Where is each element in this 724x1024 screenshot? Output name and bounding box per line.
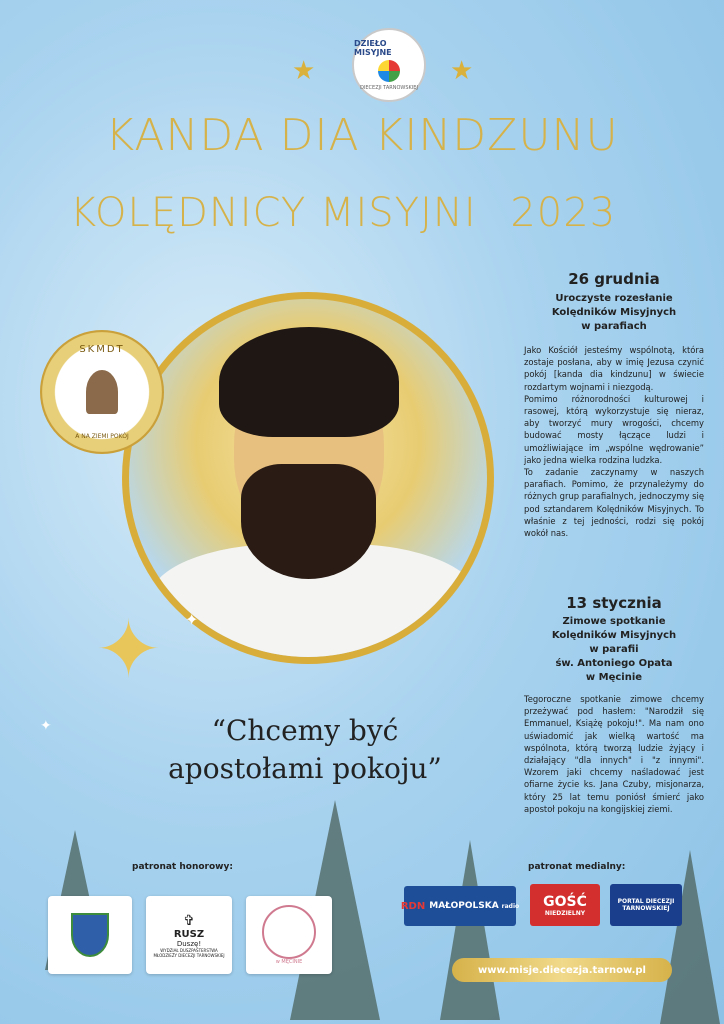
- radio-tag: radio: [501, 902, 520, 910]
- event1-date: 26 grudnia: [568, 270, 660, 288]
- event2-paragraph: Tegoroczne spotkanie zimowe chcemy przeżywać pod hasłem: "Narodził się Emmanuel, Książę pokoju!". Ma nam ono uświadomić jak wielką wartość ma wspólnota, którą tworzą ludzie żyjący i działający "dla innych" i "z innymi". Wzorem jaki chcemy naśladować jest ofiarne życie ks. Jana Czuby, misjonarza, który 25 lat temu poniósł śmierć jako apostoł pokoju na kongijskiej ziemi.: [524, 694, 704, 814]
- event2-sub1: Zimowe spotkanie: [562, 616, 666, 627]
- parish-seal-card: [246, 896, 332, 974]
- coat-of-arms-icon: [71, 913, 109, 957]
- rusz-dusze-card: [146, 896, 232, 974]
- madonna-icon: [86, 370, 118, 414]
- event1-sub1: Uroczyste rozesłanie: [555, 293, 673, 304]
- sparkle-small-icon: ✦: [40, 718, 52, 734]
- bishop-coat-of-arms-card: [48, 896, 132, 974]
- medal-top-text: SKMDT: [79, 344, 125, 355]
- event-26-december: [524, 270, 704, 539]
- dzielo-misyjne-logo: [352, 28, 426, 102]
- subtitle: [70, 190, 616, 236]
- media-patronage-label: patronat medialny:: [528, 862, 626, 872]
- parish-caption: w MĘCINIE: [275, 959, 303, 965]
- event2-sub4: św. Antoniego Opata: [555, 658, 673, 669]
- medal-bottom-text: A NA ZIEMI POKÓJ: [75, 433, 129, 440]
- portal-text: PORTAL DIECEZJI TARNOWSKIEJ: [617, 898, 675, 912]
- logo-text-bottom: DIECEZJI TARNOWSKIEJ: [360, 85, 418, 91]
- year: 2023: [510, 190, 617, 236]
- radio-rdn-logo: [400, 886, 520, 926]
- event1-paragraph2: Pomimo różnorodności kulturowej i rasowej, którą wykorzystuje się nieraz, aby tworzyć mury wrogości, chcemy budować mosty łączące ludzi i umożliwiające im „wspólne wędrowanie” jako jedna wielka rodzina ludzka.: [524, 393, 704, 465]
- portrait-hair: [219, 327, 399, 437]
- portal-diecezji-logo: [610, 884, 682, 926]
- quote: [110, 712, 500, 788]
- event1-paragraph3: To zadanie zaczynamy w naszych parafiach. Pomimo, że przynależymy do różnych grup parafialnych, jednoczymy się pod sztandarem Kolędników Misyjnych. To właśnie z tej jedności, rodzi się pokój wokół nas.: [524, 467, 704, 539]
- sparkle-icon: ✦: [95, 603, 163, 696]
- star-icon: ★: [450, 56, 474, 86]
- event2-sub5: w Męcinie: [585, 672, 643, 683]
- quote-line2: apostołami pokoju”: [168, 752, 442, 785]
- portrait-beard: [241, 464, 376, 579]
- rusz-text: RUSZ: [173, 928, 205, 940]
- radio-name: MAŁOPOLSKA: [429, 901, 499, 911]
- gosc-text: GOŚĆ: [543, 893, 587, 910]
- event2-date: 13 stycznia: [566, 594, 662, 612]
- honorary-patronage-label: patronat honorowy:: [132, 862, 233, 872]
- tree-decoration: [660, 850, 720, 1024]
- quote-line1: “Chcemy być: [211, 714, 399, 747]
- tree-decoration: [440, 840, 500, 1020]
- rusz-sub: Duszę!: [176, 939, 202, 948]
- globe-icon: [378, 60, 400, 82]
- event1-sub3: w parafiach: [581, 321, 647, 332]
- event1-sub2: Kolędników Misyjnych: [551, 307, 677, 318]
- event2-sub3: w parafii: [589, 644, 639, 655]
- event-13-january: [524, 594, 704, 815]
- rusz-icon: ✞: [183, 912, 195, 929]
- subtitle-text: KOLĘDNICY MISYJNI: [70, 190, 477, 236]
- logo-text-top: DZIEŁO MISYJNE: [354, 39, 392, 57]
- gosc-sub: NIEDZIELNY: [544, 909, 586, 917]
- event2-sub2: Kolędników Misyjnych: [551, 630, 677, 641]
- main-title: KANDA DIA KINDZUNU: [105, 110, 619, 161]
- gosc-niedzielny-logo: [530, 884, 600, 926]
- star-icon: ★: [292, 56, 316, 86]
- sparkle-small-icon: ✦: [185, 610, 199, 629]
- event1-paragraph1: Jako Kościół jesteśmy wspólnotą, która zostaje posłana, aby w imię Jezusa czynić pokój [kanda dia kindzunu] w świecie rozdartym wojnami i niezgodą.: [524, 345, 704, 392]
- radio-prefix: RDN: [400, 900, 426, 912]
- skmdt-medal: [40, 330, 164, 454]
- rusz-caption: WYDZIAŁ DUSZPASTERSTWA MŁODZIEŻY DIECEZJI TARNOWSKIEJ: [153, 947, 225, 958]
- portrait-circle: [122, 292, 494, 664]
- website-link[interactable]: www.misje.diecezja.tarnow.pl: [452, 958, 672, 982]
- parish-seal-icon: [262, 905, 316, 959]
